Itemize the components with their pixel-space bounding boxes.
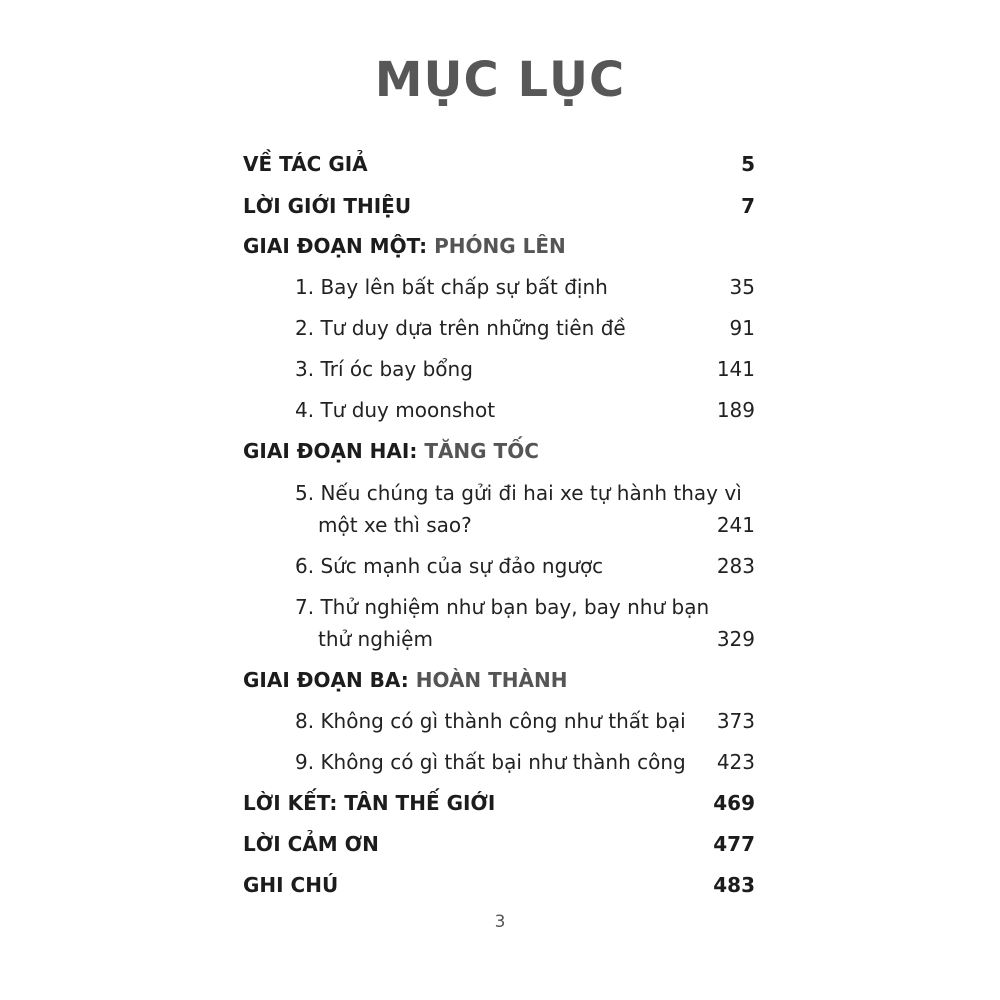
part-heading [243,433,539,469]
chapter-page: 373 [716,709,755,733]
toc-part-one [0,228,1000,264]
chapter-page: 141 [716,357,755,381]
chapter-label: 1. Bay lên bất chấp sự bất định [295,275,608,299]
part-name: GIAI ĐOẠN HAI: [243,439,418,463]
entry-page: 469 [713,791,755,815]
toc-chapter-1 [0,269,1000,305]
chapter-label: 9. Không có gì thất bại như thành công [295,750,686,774]
toc-entry-about-author [0,146,1000,182]
toc-entry-acknowledgements [0,826,1000,862]
toc-entry-notes [0,867,1000,903]
chapter-page: 283 [716,554,755,578]
chapter-label: 7. Thử nghiệm như bạn bay, bay như bạn [295,595,710,619]
chapter-label: 4. Tư duy moonshot [295,398,496,422]
chapter-page: 91 [729,316,755,340]
toc-chapter-3 [0,351,1000,387]
entry-label: GHI CHÚ [243,873,339,897]
chapter-label-continued: thử nghiệm [318,627,433,651]
chapter-label: 5. Nếu chúng ta gửi đi hai xe tự hành thay vì [295,481,742,505]
part-subtitle: TĂNG TỐC [424,439,539,463]
part-subtitle: HOÀN THÀNH [415,668,568,692]
chapter-label: 2. Tư duy dựa trên những tiên đề [295,316,626,340]
chapter-page: 35 [729,275,755,299]
entry-page: 5 [741,152,755,176]
entry-label: LỜI CẢM ƠN [243,832,379,856]
page-number: 3 [494,912,506,932]
entry-page: 7 [741,194,755,218]
toc-chapter-5-continued [0,507,1000,543]
part-heading [243,662,567,698]
part-name: GIAI ĐOẠN MỘT: [243,234,428,258]
toc-chapter-9 [0,744,1000,780]
toc-part-three [0,662,1000,698]
toc-chapter-7-continued [0,621,1000,657]
chapter-page: 329 [716,627,755,651]
toc-chapter-4 [0,392,1000,428]
toc-chapter-5 [0,475,1000,511]
chapter-label: 8. Không có gì thành công như thất bại [295,709,686,733]
part-subtitle: PHÓNG LÊN [434,234,566,258]
toc-chapter-6 [0,548,1000,584]
part-name: GIAI ĐOẠN BA: [243,668,409,692]
chapter-page: 241 [716,513,755,537]
toc-chapter-8 [0,703,1000,739]
entry-label: VỀ TÁC GIẢ [243,152,368,176]
toc-entry-introduction [0,188,1000,224]
chapter-page: 423 [716,750,755,774]
entry-label: LỜI KẾT: TÂN THẾ GIỚI [243,791,496,815]
entry-page: 483 [713,873,755,897]
page-title: MỤC LỤC [374,52,626,108]
toc-part-two [0,433,1000,469]
toc-chapter-7 [0,589,1000,625]
entry-page: 477 [713,832,755,856]
chapter-label-continued: một xe thì sao? [318,513,472,537]
toc-entry-epilogue [0,785,1000,821]
entry-label: LỜI GIỚI THIỆU [243,194,412,218]
toc-chapter-2 [0,310,1000,346]
chapter-label: 3. Trí óc bay bổng [295,357,473,381]
part-heading [243,228,566,264]
chapter-label: 6. Sức mạnh của sự đảo ngược [295,554,604,578]
chapter-page: 189 [716,398,755,422]
